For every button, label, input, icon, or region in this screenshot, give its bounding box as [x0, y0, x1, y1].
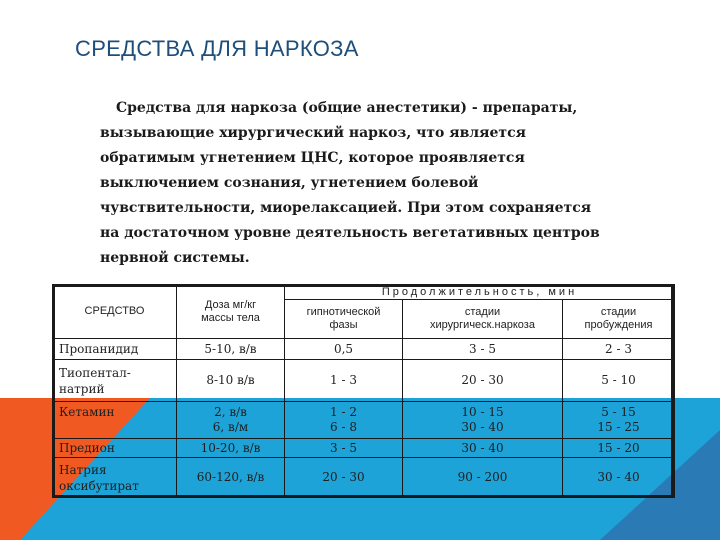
cell-surgical: 10 - 15 30 - 40: [403, 401, 563, 439]
paragraph-line: Средства для наркоза (общие анестетики) - препараты,: [116, 100, 578, 116]
cell-surgical: 20 - 30: [403, 360, 563, 402]
cell-agent: Кетамин: [53, 401, 177, 439]
anesthetics-table: [52, 284, 675, 498]
paragraph-line: чувствительности, миорелаксацией. При этом сохраняется: [100, 200, 592, 216]
header-hypnotic-phase: гипнотической фазы: [285, 299, 403, 339]
header-awakening-stage: стадии пробуждения: [563, 299, 675, 339]
definition-paragraph: [100, 96, 660, 271]
cell-hypnotic: 0,5: [285, 339, 403, 360]
paragraph-line: вызывающие хирургический наркоз, что является: [100, 125, 526, 141]
cell-agent: Тиопентал- натрий: [53, 360, 177, 402]
cell-dose: 5-10, в/в: [177, 339, 285, 360]
header-dose: Доза мг/кг массы тела: [177, 285, 285, 339]
paragraph-line: нервной системы.: [100, 250, 250, 266]
table-row: [53, 439, 675, 458]
cell-agent: Предион: [53, 439, 177, 458]
cell-awakening: 5 - 15 15 - 25: [563, 401, 675, 439]
cell-agent: Натрия оксибутират: [53, 458, 177, 498]
cell-agent: Пропанидид: [53, 339, 177, 360]
table-row: [53, 401, 675, 439]
cell-surgical: 90 - 200: [403, 458, 563, 498]
table-row: [53, 458, 675, 498]
cell-dose: 60-120, в/в: [177, 458, 285, 498]
cell-hypnotic: 20 - 30: [285, 458, 403, 498]
cell-awakening: 15 - 20: [563, 439, 675, 458]
cell-hypnotic: 1 - 2 6 - 8: [285, 401, 403, 439]
table-row: [53, 360, 675, 402]
table-row: [53, 339, 675, 360]
slide-title: СРЕДСТВА ДЛЯ НАРКОЗА: [75, 36, 359, 61]
cell-awakening: 30 - 40: [563, 458, 675, 498]
cell-surgical: 3 - 5: [403, 339, 563, 360]
header-duration: Продолжительность, мин: [285, 285, 675, 300]
cell-dose: 2, в/в 6, в/м: [177, 401, 285, 439]
cell-hypnotic: 1 - 3: [285, 360, 403, 402]
header-surgical-stage: стадии хирургическ.наркоза: [403, 299, 563, 339]
cell-hypnotic: 3 - 5: [285, 439, 403, 458]
paragraph-line: на достаточном уровне деятельность вегетативных центров: [100, 225, 600, 241]
cell-dose: 10-20, в/в: [177, 439, 285, 458]
cell-dose: 8-10 в/в: [177, 360, 285, 402]
paragraph-line: выключением сознания, угнетением болевой: [100, 175, 479, 191]
cell-surgical: 30 - 40: [403, 439, 563, 458]
cell-awakening: 5 - 10: [563, 360, 675, 402]
header-agent: СРЕДСТВО: [53, 285, 177, 339]
paragraph-line: обратимым угнетением ЦНС, которое проявляется: [100, 150, 525, 166]
cell-awakening: 2 - 3: [563, 339, 675, 360]
